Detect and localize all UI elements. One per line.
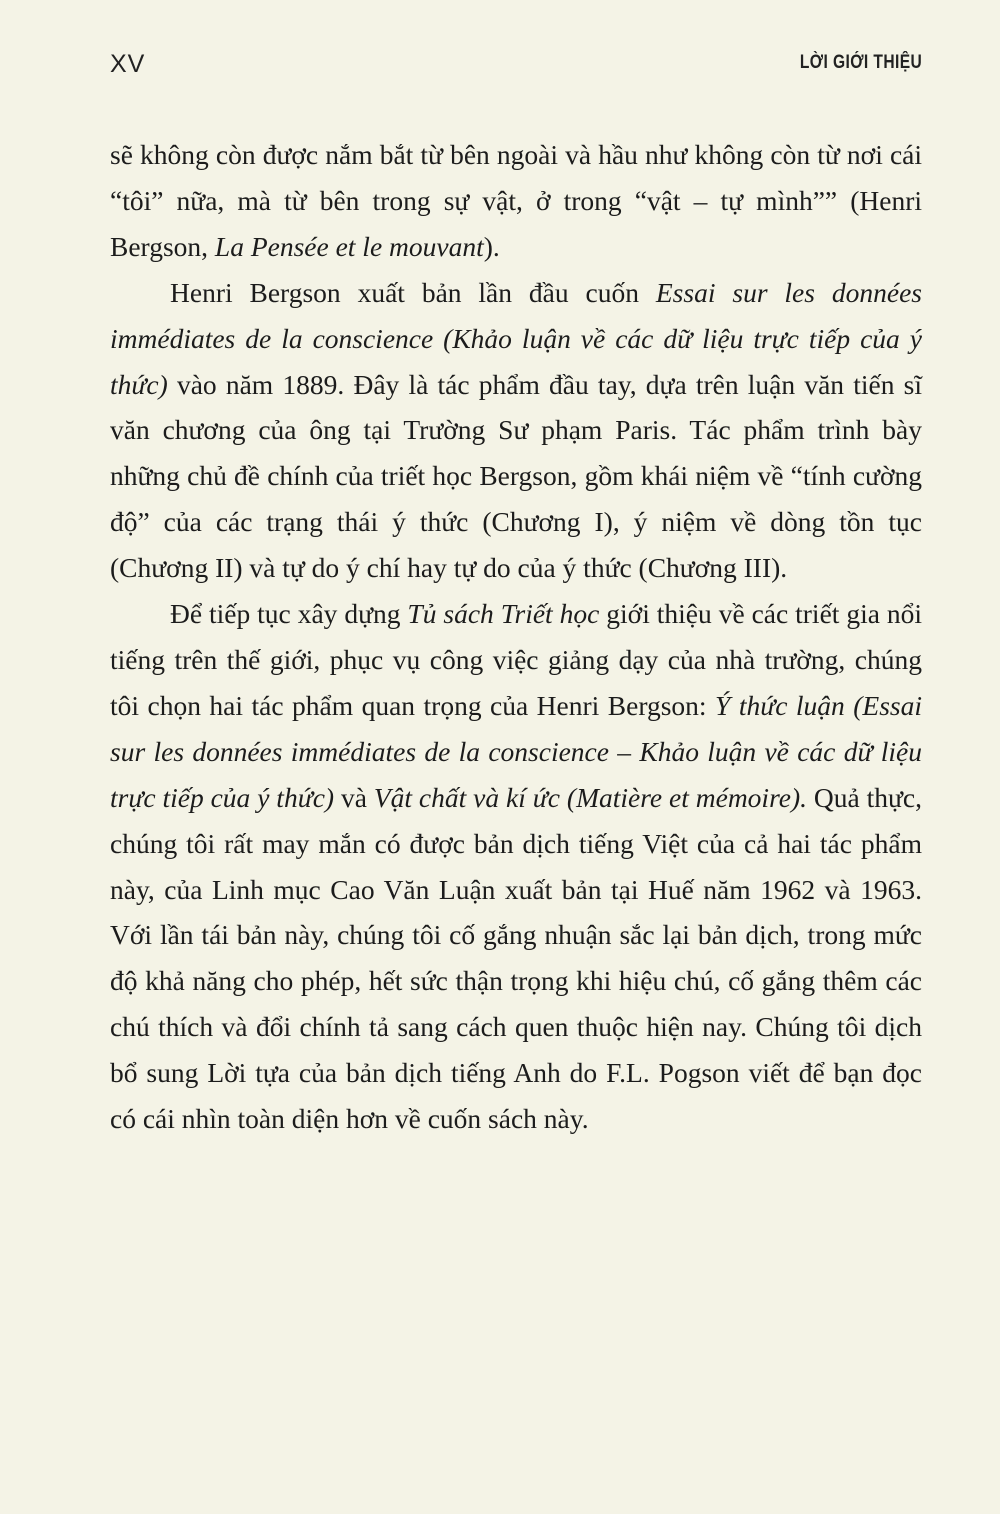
book-title-italic: Ý thức luận (Essai sur les données immédiates de la conscience – Khảo luận về các dữ liệu trực tiếp của ý thức): [110, 689, 922, 813]
section-title: LỜI GIỚI THIỆU: [799, 52, 922, 73]
body-text: [110, 132, 922, 1142]
text-segment: Quả thực, chúng tôi rất may mắn có được bản dịch tiếng Việt của cả hai tác phẩm này, của Linh mục Cao Văn Luận xuất bản tại Huế năm 1962 và 1963. Với lần tái bản này, chúng tôi cố gắng nhuận sắc lại bản dịch, trong mức độ khả năng cho phép, hết sức thận trọng khi hiệu chú, cố gắng thêm các chú thích và đổi chính tả sang cách quen thuộc hiện nay. Chúng tôi dịch bổ sung Lời tựa của bản dịch tiếng Anh do F.L. Pogson viết để bạn đọc có cái nhìn toàn diện hơn về cuốn sách này.: [110, 781, 922, 1135]
series-title-italic: Tủ sách Triết học: [407, 598, 600, 630]
text-segment: Để tiếp tục xây dựng: [170, 598, 408, 630]
running-header: [110, 50, 922, 84]
text-segment: Henri Bergson xuất bản lần đầu cuốn: [170, 276, 656, 308]
paragraph-1: [110, 132, 922, 270]
paragraph-2: [110, 270, 922, 591]
text-segment: giới thiệu về các triết gia nổi tiếng trên thế giới, phục vụ công việc giảng dạy của nhà trường, chúng tôi chọn hai tác phẩm quan trọng của Henri Bergson:: [110, 598, 923, 721]
page-number: XV: [110, 50, 146, 78]
book-title-italic: Essai sur les données immédiates de la conscience (Khảo luận về các dữ liệu trực tiếp của ý thức): [110, 276, 922, 400]
text-segment: và: [334, 781, 374, 813]
text-segment: ).: [483, 230, 500, 262]
text-segment: sẽ không còn được nắm bắt từ bên ngoài và hầu như không còn từ nơi cái “tôi” nữa, mà từ bên trong sự vật, ở trong “vật – tự mình”” (Henri Bergson,: [110, 139, 922, 262]
book-title-italic: La Pensée et le mouvant: [214, 230, 484, 262]
paragraph-3: [110, 591, 922, 1142]
text-segment: vào năm 1889. Đây là tác phẩm đầu tay, dựa trên luận văn tiến sĩ văn chương của ông tại Trường Sư phạm Paris. Tác phẩm trình bày những chủ đề chính của triết học Bergson, gồm khái niệm về “tính cường độ” của các trạng thái ý thức (Chương I), ý niệm về dòng tồn tục (Chương II) và tự do ý chí hay tự do của ý thức (Chương III).: [110, 368, 922, 584]
book-title-italic: Vật chất và kí ức (Matière et mémoire).: [373, 781, 807, 813]
